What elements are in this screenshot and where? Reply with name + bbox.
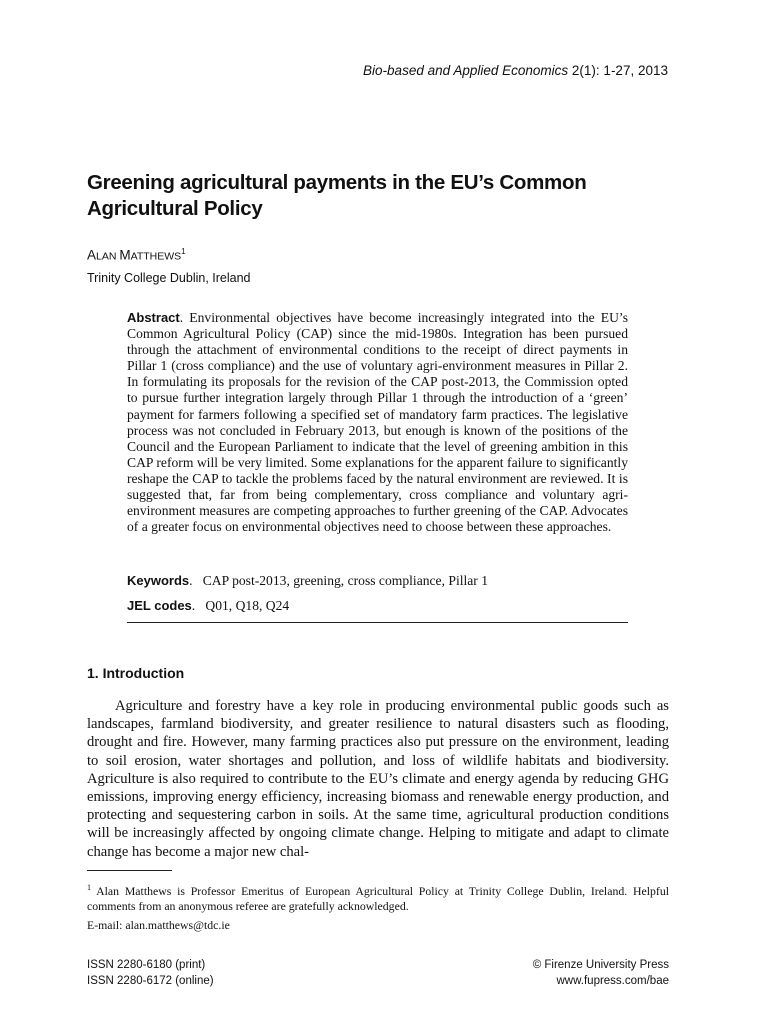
keywords-label: Keywords — [127, 573, 190, 588]
footnote-divider — [87, 870, 172, 871]
author-footnote-mark: 1 — [181, 247, 186, 256]
footnote — [87, 880, 669, 914]
abstract — [127, 310, 628, 535]
journal-name: Bio-based and Applied Economics — [363, 63, 569, 78]
issn-online: ISSN 2280-6172 (online) — [87, 975, 214, 987]
footnote-text: Alan Matthews is Professor Emeritus of European Agricultural Policy at Trinity College Dublin, Ireland. Helpful comments from an anonymous referee are gratefully acknowledged. — [87, 883, 669, 913]
publisher-website: www.fupress.com/bae — [556, 975, 669, 987]
keywords — [127, 573, 488, 589]
author-first-initial: A — [87, 247, 97, 263]
issn-block — [87, 957, 214, 989]
abstract-divider — [127, 622, 628, 623]
journal-reference — [363, 63, 668, 78]
author-first-rest: LAN — [96, 250, 120, 263]
abstract-label: Abstract — [127, 310, 180, 325]
section-heading-introduction: 1. Introduction — [87, 665, 185, 681]
jel-codes — [127, 598, 289, 614]
author-affiliation: Trinity College Dublin, Ireland — [87, 271, 251, 285]
journal-citation: 2(1): 1-27, 2013 — [568, 63, 668, 78]
jel-codes-value: . Q01, Q18, Q24 — [191, 598, 290, 613]
introduction-paragraph: Agriculture and forestry have a key role in producing environmental public goods such as landscapes, farmland biodiversity, and greater resilience to natural disasters such as flooding, drought and fire. However, many farming practices also put pressure on the environment, leading to soil erosion, water shortages and pollution, and loss of wildlife habitats and biodiversity. Agriculture is also required to contribute to the EU’s climate and energy agenda by reducing GHG emissions, improving energy efficiency, increasing biomass and renewable energy production, and protecting and sequestering carbon in soils. At the same time, agricultural production conditions will be increasingly affected by ongoing climate change. Helping to mitigate and adapt to climate change has become a major new chal- — [87, 698, 669, 860]
publisher-block — [533, 957, 669, 989]
abstract-text: . Environmental objectives have become increasingly integrated into the EU’s Common Agricultural Policy (CAP) since the mid-1980s. Integration has been pursued through the attachment of environmental conditions to the receipt of direct payments in Pillar 1 (cross compliance) and the use of voluntary agri-environment measures in Pillar 2. In formulating its proposals for the revision of the CAP post-2013, the Commission opted to pursue further integration largely through Pillar 1 through the introduction of a ‘green’ payment for farmers following a specified set of mandatory farm practices. The legislative process was not concluded in February 2013, but enough is known of the positions of the Council and the European Parliament to indicate that the level of greening ambition in this CAP reform will be very limited. Some explanations for the apparent failure to significantly reshape the CAP to tackle the problems faced by the natural environment are reviewed. It is suggested that, far from being complementary, cross compliance and voluntary agri-environment measures are competing approaches to further greening of the CAP. Advocates of a greater focus on environmental objectives need to choose between these approaches. — [127, 310, 628, 535]
author-email: E-mail: alan.matthews@tdc.ie — [87, 918, 230, 932]
jel-codes-label: JEL codes — [127, 598, 192, 613]
publisher-copyright: © Firenze University Press — [532, 959, 669, 971]
footnote-mark: 1 — [87, 883, 91, 892]
issn-print: ISSN 2280-6180 (print) — [87, 959, 206, 971]
author-last-rest: ATTHEWS — [130, 250, 182, 263]
author-name — [87, 247, 186, 263]
article-title: Greening agricultural payments in the EU’s Common Agricultural Policy — [87, 171, 587, 220]
keywords-value: . CAP post-2013, greening, cross compliance, Pillar 1 — [189, 573, 489, 588]
author-last-initial: M — [119, 247, 131, 263]
